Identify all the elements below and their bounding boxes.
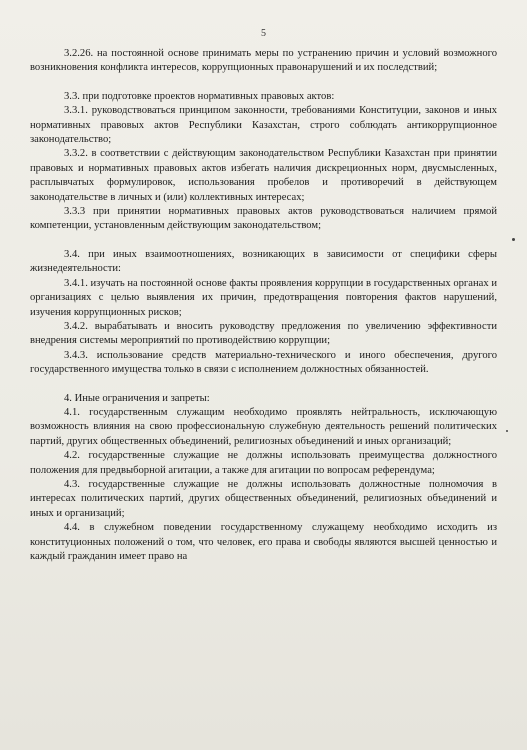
paragraph-3-3: 3.3. при подготовке проектов нормативных правовых актов: [64, 90, 335, 102]
paragraph-3-4-1: 3.4.1. изучать на постоянной основе факты проявления коррупции в государственных органах и организациях с целью выявления их причин, предотвращения повторения фактов нарушений, изучения коррупционных рисков; [30, 277, 497, 318]
scan-speck [506, 430, 508, 432]
paragraph-4-3: 4.3. государственные служащие не должны использовать должностные полномочия в интересах политических партий, других общественных объединений, религиозных объединений и иных и организаций; [30, 478, 497, 519]
paragraph-3-4: 3.4. при иных взаимоотношениях, возникающих в зависимости от специфики сферы жизнедеятельности: [30, 248, 497, 275]
paragraph-3-4-2: 3.4.2. вырабатывать и вносить руководству предложения по увеличению эффективности внедрения системы мероприятий по противодействию коррупции; [30, 320, 497, 347]
paragraph-4-1: 4.1. государственным служащим необходимо проявлять нейтральность, исключающую возможность влияния на свою профессиональную служебную деятельность решений политических партий, других общественных объединений, религиозных объединений и иных организаций; [30, 406, 497, 447]
paragraph-3-2-26: 3.2.26. на постоянной основе принимать меры по устранению причин и условий возможного возникновения конфликта интересов, коррупционных правонарушений и их последствий; [30, 48, 497, 74]
paragraph-3-3-3: 3.3.3 при принятии нормативных правовых актов руководствоваться наличием прямой компетенции, установленным действующим законодательством; [30, 206, 497, 232]
paragraph-3-3-1: 3.3.1. руководствоваться принципом законности, требованиями Конституции, законов и иных нормативных правовых актов Республики Казахстан, строго соблюдать антикоррупционное законодательство; [30, 105, 497, 146]
section-4-heading: 4. Иные ограничения и запреты: [64, 392, 210, 404]
page-number: 5 [261, 28, 266, 39]
paragraph-3-3-2: 3.3.2. в соответствии с действующим законодательством Республики Казахстан при принятии правовых и нормативных правовых актов избегать наличия дискреционных норм, двусмысленных, расплывчатых формулировок, использования пробелов и противоречий в действующем законодательстве в личных и (или) коллективных интересах; [30, 148, 497, 203]
paragraph-3-4-3: 3.4.3. использование средств материально-технического и иного обеспечения, другого государственного имущества только в связи с исполнением должностных обязанностей. [30, 349, 497, 376]
scan-speck [512, 238, 515, 241]
paragraph-4-2: 4.2. государственные служащие не должны использовать преимущества должностного положения для предвыборной агитации, а также для агитации по вопросам референдума; [30, 450, 497, 476]
paragraph-4-4: 4.4. в служебном поведении государственному служащему необходимо исходить из конституционных положений о том, что человек, его права и свободы являются высшей ценностью и каждый гражданин имеет право на [30, 522, 497, 562]
